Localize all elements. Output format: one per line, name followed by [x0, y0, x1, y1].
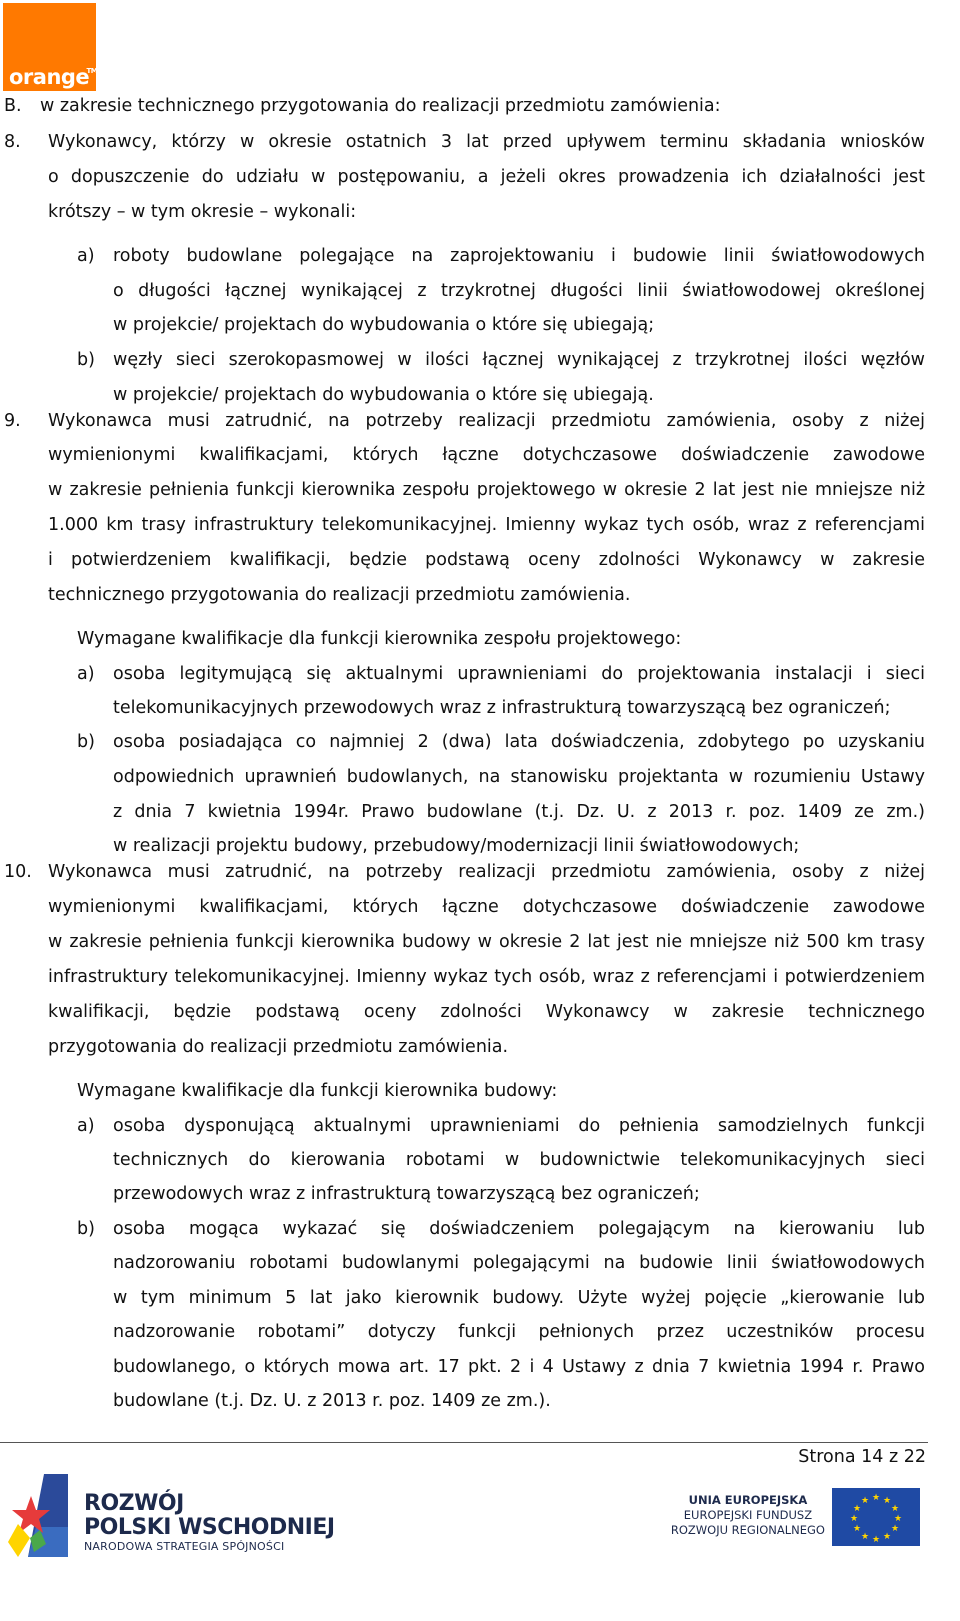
svg-text:★: ★: [860, 1532, 870, 1542]
item-10-a-line: przewodowych wraz z infrastrukturą towarzyszącą bez ograniczeń;: [113, 1184, 700, 1204]
svg-text:★: ★: [860, 1496, 870, 1506]
orange-logo-text: orange TM: [9, 65, 98, 89]
item-9-b-marker: b): [77, 732, 95, 752]
item-10-requirements-heading: Wymagane kwalifikacje dla funkcji kierownika budowy:: [77, 1081, 558, 1101]
item-8-number: 8.: [4, 132, 21, 152]
item-9-line: wymienionymi kwalifikacjami, których łączne dotychczasowe doświadczenie zawodowe: [48, 445, 925, 465]
eu-flag-icon: [832, 1488, 920, 1546]
rpw-subtitle: NARODOWA STRATEGIA SPÓJNOŚCI: [84, 1540, 285, 1553]
item-9-line: Wykonawca musi zatrudnić, na potrzeby realizacji przedmiotu zamówienia, osoby z niżej: [48, 411, 925, 431]
item-9-b-line: osoba posiadająca co najmniej 2 (dwa) lata doświadczenia, zdobytego po uzyskaniu: [113, 732, 925, 752]
item-9-a-line: telekomunikacyjnych przewodowych wraz z infrastrukturą towarzyszącą bez ograniczeń;: [113, 698, 891, 718]
svg-text:★: ★: [871, 1535, 881, 1545]
item-9-a-line: osoba legitymującą się aktualnymi uprawnieniami do projektowania instalacji i sieci: [113, 664, 925, 684]
item-10-line: Wykonawca musi zatrudnić, na potrzeby realizacji przedmiotu zamówienia, osoby z niżej: [48, 862, 925, 882]
item-8-b-marker: b): [77, 350, 95, 370]
item-10-b-line: nadzorowanie robotami” dotyczy funkcji pełnionych przez uczestników procesu: [113, 1322, 925, 1342]
item-10-number: 10.: [4, 862, 32, 882]
item-10-b-line: w tym minimum 5 lat jako kierownik budowy. Użyte wyżej pojęcie „kierowanie lub: [113, 1288, 925, 1308]
item-9-requirements-heading: Wymagane kwalifikacje dla funkcji kierownika zespołu projektowego:: [77, 629, 682, 649]
svg-text:★: ★: [890, 1524, 900, 1534]
item-8-line: Wykonawcy, którzy w okresie ostatnich 3 lat przed upływem terminu składania wniosków: [48, 132, 925, 152]
item-8-a-line: w projekcie/ projektach do wybudowania o które się ubiegają;: [113, 315, 655, 335]
item-8-b-line: węzły sieci szerokopasmowej w ilości łącznej wynikającej z trzykrotnej ilości węzłów: [113, 350, 925, 370]
item-9-line: w zakresie pełnienia funkcji kierownika zespołu projektowego w okresie 2 lat jest nie mniejsze niż: [48, 480, 925, 500]
item-10-b-line: budowlanego, o których mowa art. 17 pkt. 2 i 4 Ustawy z dnia 7 kwietnia 1994 r. Prawo: [113, 1357, 925, 1377]
svg-text:★: ★: [893, 1514, 903, 1524]
svg-text:★: ★: [871, 1493, 881, 1503]
item-10-b-line: osoba mogąca wykazać się doświadczeniem polegającym na kierowaniu lub: [113, 1219, 925, 1239]
rpw-title: ROZWÓJ POLSKI WSCHODNIEJ: [84, 1491, 335, 1540]
section-marker: B.: [4, 96, 22, 116]
svg-text:★: ★: [852, 1504, 862, 1514]
orange-logo: [3, 3, 96, 91]
item-8-line: o dopuszczenie do udziału w postępowaniu, a jeżeli okres prowadzenia ich działalności jest: [48, 167, 925, 187]
svg-text:★: ★: [852, 1524, 862, 1534]
item-8-a-line: roboty budowlane polegające na zaprojektowaniu i budowie linii światłowodowych: [113, 246, 925, 266]
item-9-line: i potwierdzeniem kwalifikacji, będzie podstawą oceny zdolności Wykonawcy w zakresie: [48, 550, 925, 570]
item-10-line: w zakresie pełnienia funkcji kierownika budowy w okresie 2 lat jest nie mniejsze niż 500 km trasy: [48, 932, 925, 952]
item-10-b-line: nadzorowaniu robotami budowlanymi polegającymi na budowie linii światłowodowych: [113, 1253, 925, 1273]
item-9-a-marker: a): [77, 664, 95, 684]
item-8-a-marker: a): [77, 246, 95, 266]
footer-divider: [0, 1442, 928, 1443]
item-10-a-line: osoba dysponującą aktualnymi uprawnieniami do pełnienia samodzielnych funkcji: [113, 1116, 925, 1136]
item-9-line: 1.000 km trasy infrastruktury telekomunikacyjnej. Imienny wykaz tych osób, wraz z referencjami: [48, 515, 925, 535]
svg-text:★: ★: [849, 1514, 859, 1524]
item-10-line: przygotowania do realizacji przedmiotu zamówienia.: [48, 1037, 509, 1057]
page-number: Strona 14 z 22: [798, 1447, 926, 1467]
item-9-b-line: w realizacji projektu budowy, przebudowy/modernizacji linii światłowodowych;: [113, 836, 800, 856]
item-9-b-line: z dnia 7 kwietnia 1994r. Prawo budowlane (t.j. Dz. U. z 2013 r. poz. 1409 ze zm.): [113, 802, 925, 822]
item-10-a-line: technicznych do kierowania robotami w budownictwie telekomunikacyjnych sieci: [113, 1150, 925, 1170]
item-10-a-marker: a): [77, 1116, 95, 1136]
item-9-number: 9.: [4, 411, 21, 431]
item-10-line: infrastruktury telekomunikacyjnej. Imienny wykaz tych osób, wraz z referencjami i potwierdzeniem: [48, 967, 925, 987]
item-8-b-line: w projekcie/ projektach do wybudowania o które się ubiegają.: [113, 385, 654, 405]
svg-text:★: ★: [890, 1504, 900, 1514]
item-10-line: wymienionymi kwalifikacjami, których łączne dotychczasowe doświadczenie zawodowe: [48, 897, 925, 917]
rpw-star-logo: [6, 1472, 68, 1557]
item-8-line: krótszy – w tym okresie – wykonali:: [48, 202, 357, 222]
svg-text:★: ★: [882, 1532, 892, 1542]
item-9-b-line: odpowiednich uprawnień budowlanych, na stanowisku projektanta w rozumieniu Ustawy: [113, 767, 925, 787]
section-title: w zakresie technicznego przygotowania do realizacji przedmiotu zamówienia:: [40, 96, 721, 116]
svg-text:★: ★: [882, 1496, 892, 1506]
item-9-line: technicznego przygotowania do realizacji przedmiotu zamówienia.: [48, 585, 631, 605]
item-10-b-marker: b): [77, 1219, 95, 1239]
item-10-line: kwalifikacji, będzie podstawą oceny zdolności Wykonawcy w zakresie technicznego: [48, 1002, 925, 1022]
item-10-b-line: budowlane (t.j. Dz. U. z 2013 r. poz. 1409 ze zm.).: [113, 1391, 551, 1411]
item-8-a-line: o długości łącznej wynikającej z trzykrotnej długości linii światłowodowej określonej: [113, 281, 925, 301]
eu-fund-label: UNIA EUROPEJSKA EUROPEJSKI FUNDUSZ ROZWOJU REGIONALNEGO: [670, 1493, 825, 1537]
